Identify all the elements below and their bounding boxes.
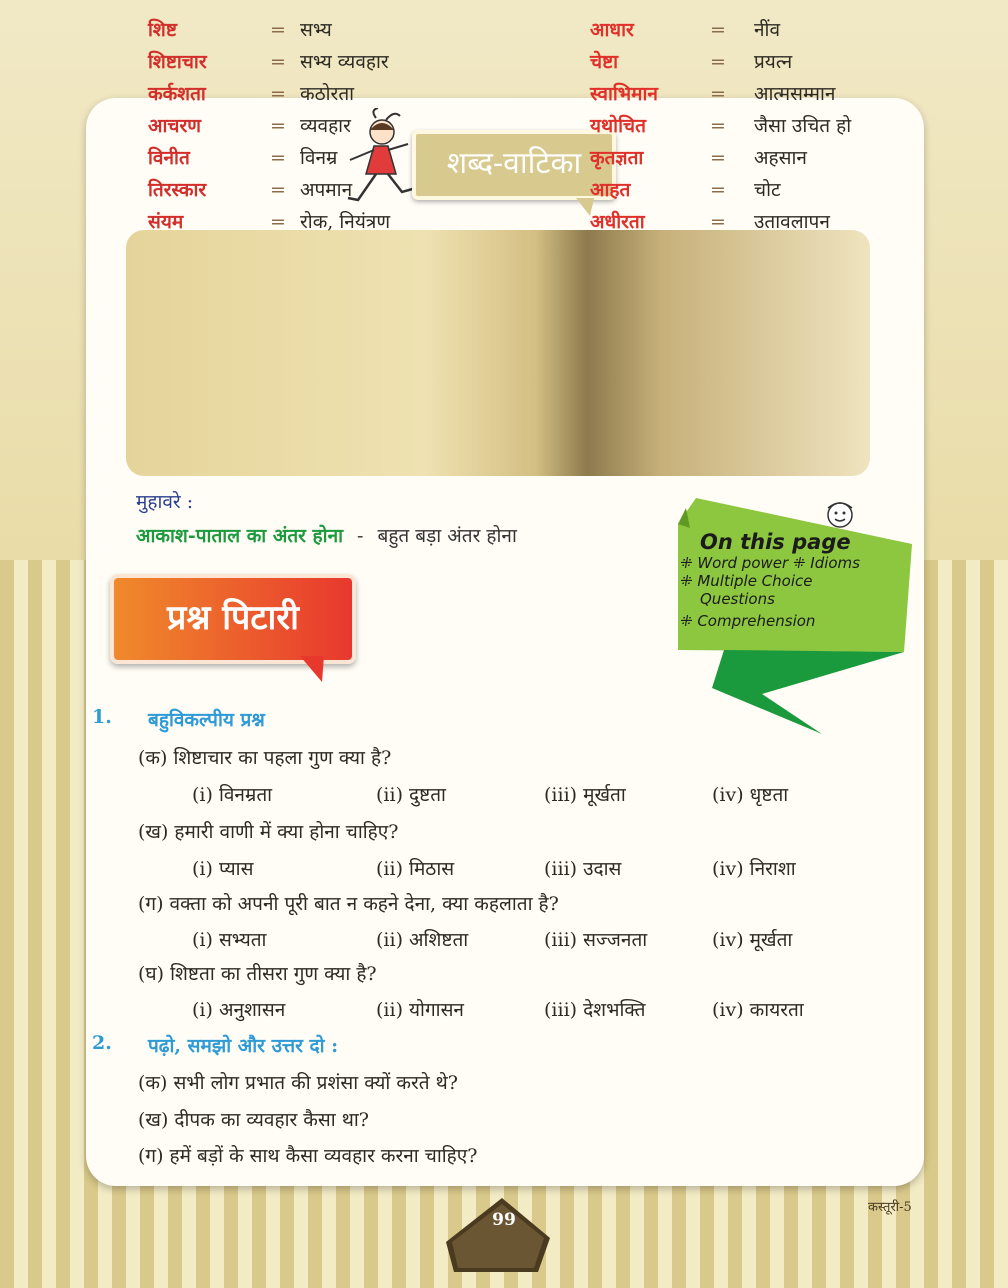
vocab-row xyxy=(590,142,851,174)
vocab-row xyxy=(590,14,851,46)
option: (i) प्यास xyxy=(192,858,254,880)
vocab-word: अधीरता xyxy=(590,211,645,233)
question-text: (क) शिष्टाचार का पहला गुण क्या है? xyxy=(138,747,392,769)
vocab-row xyxy=(148,142,390,174)
option: (iv) धृष्टता xyxy=(712,784,789,806)
book-label: कस्तूरी-5 xyxy=(868,1200,912,1215)
vocab-word: यथोचित xyxy=(590,115,646,137)
vocab-word: आधार xyxy=(590,19,634,41)
equals-sign: = xyxy=(710,115,726,137)
vocab-meaning: रोक, नियंत्रण xyxy=(300,211,391,233)
option: (i) विनम्रता xyxy=(192,784,273,806)
option: (iv) निराशा xyxy=(712,858,796,880)
option: (i) सभ्यता xyxy=(192,929,267,951)
smiley-face-icon xyxy=(808,500,866,530)
vocab-meaning: चोट xyxy=(754,179,781,201)
equals-sign: = xyxy=(710,179,726,201)
vocab-row xyxy=(590,174,851,206)
option: (ii) मिठास xyxy=(376,858,455,880)
vocab-row xyxy=(148,78,390,110)
vocab-row xyxy=(148,206,390,238)
vocab-word: तिरस्कार xyxy=(148,179,207,201)
question-text: (ग) हमें बड़ों के साथ कैसा व्यवहार करना चाहिए? xyxy=(138,1145,478,1167)
vocab-word: शिष्ट xyxy=(148,19,177,41)
equals-sign: = xyxy=(270,51,286,73)
vocab-meaning: व्यवहार xyxy=(300,115,351,137)
option: (iii) देशभक्ति xyxy=(544,999,646,1021)
section-title-tail xyxy=(300,656,324,682)
vocab-meaning: उतावलापन xyxy=(754,211,830,233)
idiom-dash: - xyxy=(357,525,364,547)
on-this-page-line: ⁜ Word power ⁜ Idioms xyxy=(680,554,860,572)
vocab-meaning: जैसा उचित हो xyxy=(754,115,852,137)
vocab-meaning: नींव xyxy=(754,19,781,41)
question-heading: पढ़ो, समझो और उत्तर दो : xyxy=(148,1035,339,1057)
option: (iv) मूर्खता xyxy=(712,929,793,951)
question-heading: बहुविकल्पीय प्रश्न xyxy=(148,709,265,731)
question-text: (ख) हमारी वाणी में क्या होना चाहिए? xyxy=(138,821,399,843)
idiom-phrase: आकाश-पाताल का अंतर होना xyxy=(136,525,344,547)
option: (iv) कायरता xyxy=(712,999,804,1021)
equals-sign: = xyxy=(270,19,286,41)
vocab-word: कृतज्ञता xyxy=(590,147,644,169)
on-this-page-line: ⁜ Comprehension xyxy=(680,612,816,630)
vocab-row xyxy=(590,206,851,238)
equals-sign: = xyxy=(710,83,726,105)
equals-sign: = xyxy=(710,51,726,73)
equals-sign: = xyxy=(270,179,286,201)
idiom-meaning: बहुत बड़ा अंतर होना xyxy=(377,525,517,547)
vocab-meaning: विनम्र xyxy=(300,147,338,169)
vocab-meaning: कठोरता xyxy=(300,83,355,105)
vocab-meaning: अहसान xyxy=(754,147,807,169)
vocab-box xyxy=(126,230,870,476)
vocab-meaning: सभ्य व्यवहार xyxy=(300,51,389,73)
equals-sign: = xyxy=(710,19,726,41)
option: (i) अनुशासन xyxy=(192,999,286,1021)
vocab-word: शिष्टाचार xyxy=(148,51,207,73)
vocab-word: संयम xyxy=(148,211,184,233)
option: (iii) सज्जनता xyxy=(544,929,648,951)
option: (ii) दुष्टता xyxy=(376,784,446,806)
section-title: प्रश्न पिटारी xyxy=(110,574,356,664)
on-this-page-title: On this page xyxy=(700,530,851,554)
vocab-row xyxy=(148,110,390,142)
question-text: (ग) वक्ता को अपनी पूरी बात न कहने देना, क्या कहलाता है? xyxy=(138,893,559,915)
equals-sign: = xyxy=(270,83,286,105)
vocab-word: विनीत xyxy=(148,147,190,169)
vocab-word: स्वाभिमान xyxy=(590,83,658,105)
idioms-heading: मुहावरे : xyxy=(136,491,194,513)
vocab-meaning: अपमान xyxy=(300,179,353,201)
on-this-page-line: ⁜ Multiple Choice xyxy=(680,572,813,590)
on-this-page-line: Questions xyxy=(700,590,775,608)
page-number: 99 xyxy=(492,1210,516,1230)
vocab-meaning: सभ्य xyxy=(300,19,332,41)
vocab-row xyxy=(590,46,851,78)
vocab-word: आहत xyxy=(590,179,631,201)
question-text: (क) सभी लोग प्रभात की प्रशंसा क्यों करते थे? xyxy=(138,1072,458,1094)
option: (iii) मूर्खता xyxy=(544,784,626,806)
option: (iii) उदास xyxy=(544,858,622,880)
title-banner: शब्द-वाटिका xyxy=(412,130,616,200)
equals-sign: = xyxy=(270,211,286,233)
option: (ii) योगासन xyxy=(376,999,464,1021)
question-number: 2. xyxy=(92,1032,112,1054)
equals-sign: = xyxy=(270,147,286,169)
vocab-word: आचरण xyxy=(148,115,201,137)
vocab-meaning: प्रयत्न xyxy=(754,51,793,73)
on-this-page-text xyxy=(680,530,905,630)
vocab-left-list xyxy=(148,14,390,238)
vocab-right-list xyxy=(590,14,851,238)
vocab-word: कर्कशता xyxy=(148,83,206,105)
idiom-line xyxy=(136,522,517,548)
option: (ii) अशिष्टता xyxy=(376,929,469,951)
vocab-row xyxy=(590,110,851,142)
vocab-row xyxy=(148,14,390,46)
vocab-row xyxy=(148,174,390,206)
equals-sign: = xyxy=(270,115,286,137)
vocab-row xyxy=(590,78,851,110)
vocab-meaning: आत्मसम्मान xyxy=(754,83,836,105)
question-text: (ख) दीपक का व्यवहार कैसा था? xyxy=(138,1109,369,1131)
question-number: 1. xyxy=(92,706,112,728)
equals-sign: = xyxy=(710,211,726,233)
vocab-word: चेष्टा xyxy=(590,51,619,73)
question-text: (घ) शिष्टता का तीसरा गुण क्या है? xyxy=(138,963,377,985)
vocab-row xyxy=(148,46,390,78)
page-number-badge xyxy=(446,1192,556,1272)
equals-sign: = xyxy=(710,147,726,169)
